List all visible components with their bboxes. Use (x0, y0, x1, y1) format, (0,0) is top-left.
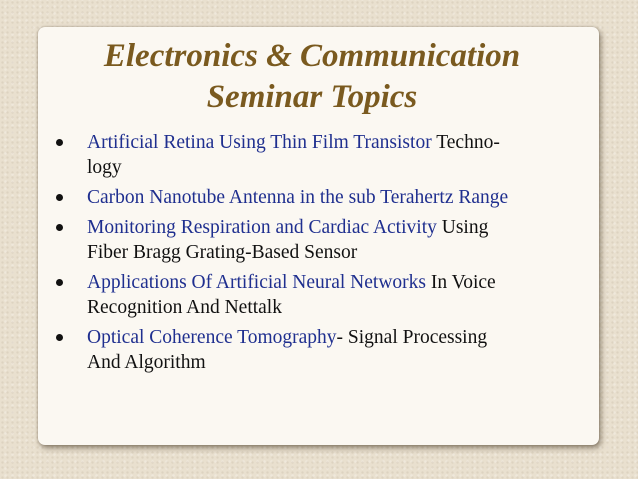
topic-text: Techno- (431, 132, 500, 153)
topic-item (56, 325, 576, 375)
topic-link[interactable]: Monitoring Respiration and Cardiac Activity (87, 217, 437, 238)
topic-text-continued: Recognition And Nettalk (87, 297, 282, 318)
topic-item (56, 215, 576, 265)
topic-link[interactable]: Artificial Retina Using Thin Film Transistor (87, 132, 432, 153)
topic-text-continued: Fiber Bragg Grating-Based Sensor (87, 242, 358, 263)
topic-link[interactable]: Optical Coherence Tomography (87, 327, 337, 348)
topic-text-continued: logy (87, 157, 122, 178)
title-line-2: Seminar Topics (206, 79, 418, 115)
topic-list (56, 130, 576, 380)
topic-item (56, 130, 576, 180)
bullet-icon (56, 224, 63, 231)
topic-item (56, 270, 576, 320)
topic-text: - Signal Processing (336, 327, 488, 348)
title-line-1: Electronics & Communication (103, 38, 521, 74)
topic-link[interactable]: Carbon Nanotube Antenna in the sub Terahertz Range (87, 187, 509, 208)
topic-text-continued: And Algorithm (87, 352, 206, 373)
topic-link[interactable]: Applications Of Artificial Neural Networks (87, 272, 426, 293)
bullet-icon (56, 279, 63, 286)
topic-item (56, 185, 576, 210)
bullet-icon (56, 139, 63, 146)
topic-text: In Voice (426, 272, 496, 293)
bullet-icon (56, 334, 63, 341)
slide-title (52, 36, 572, 118)
topic-text: Using (436, 217, 489, 238)
bullet-icon (56, 194, 63, 201)
